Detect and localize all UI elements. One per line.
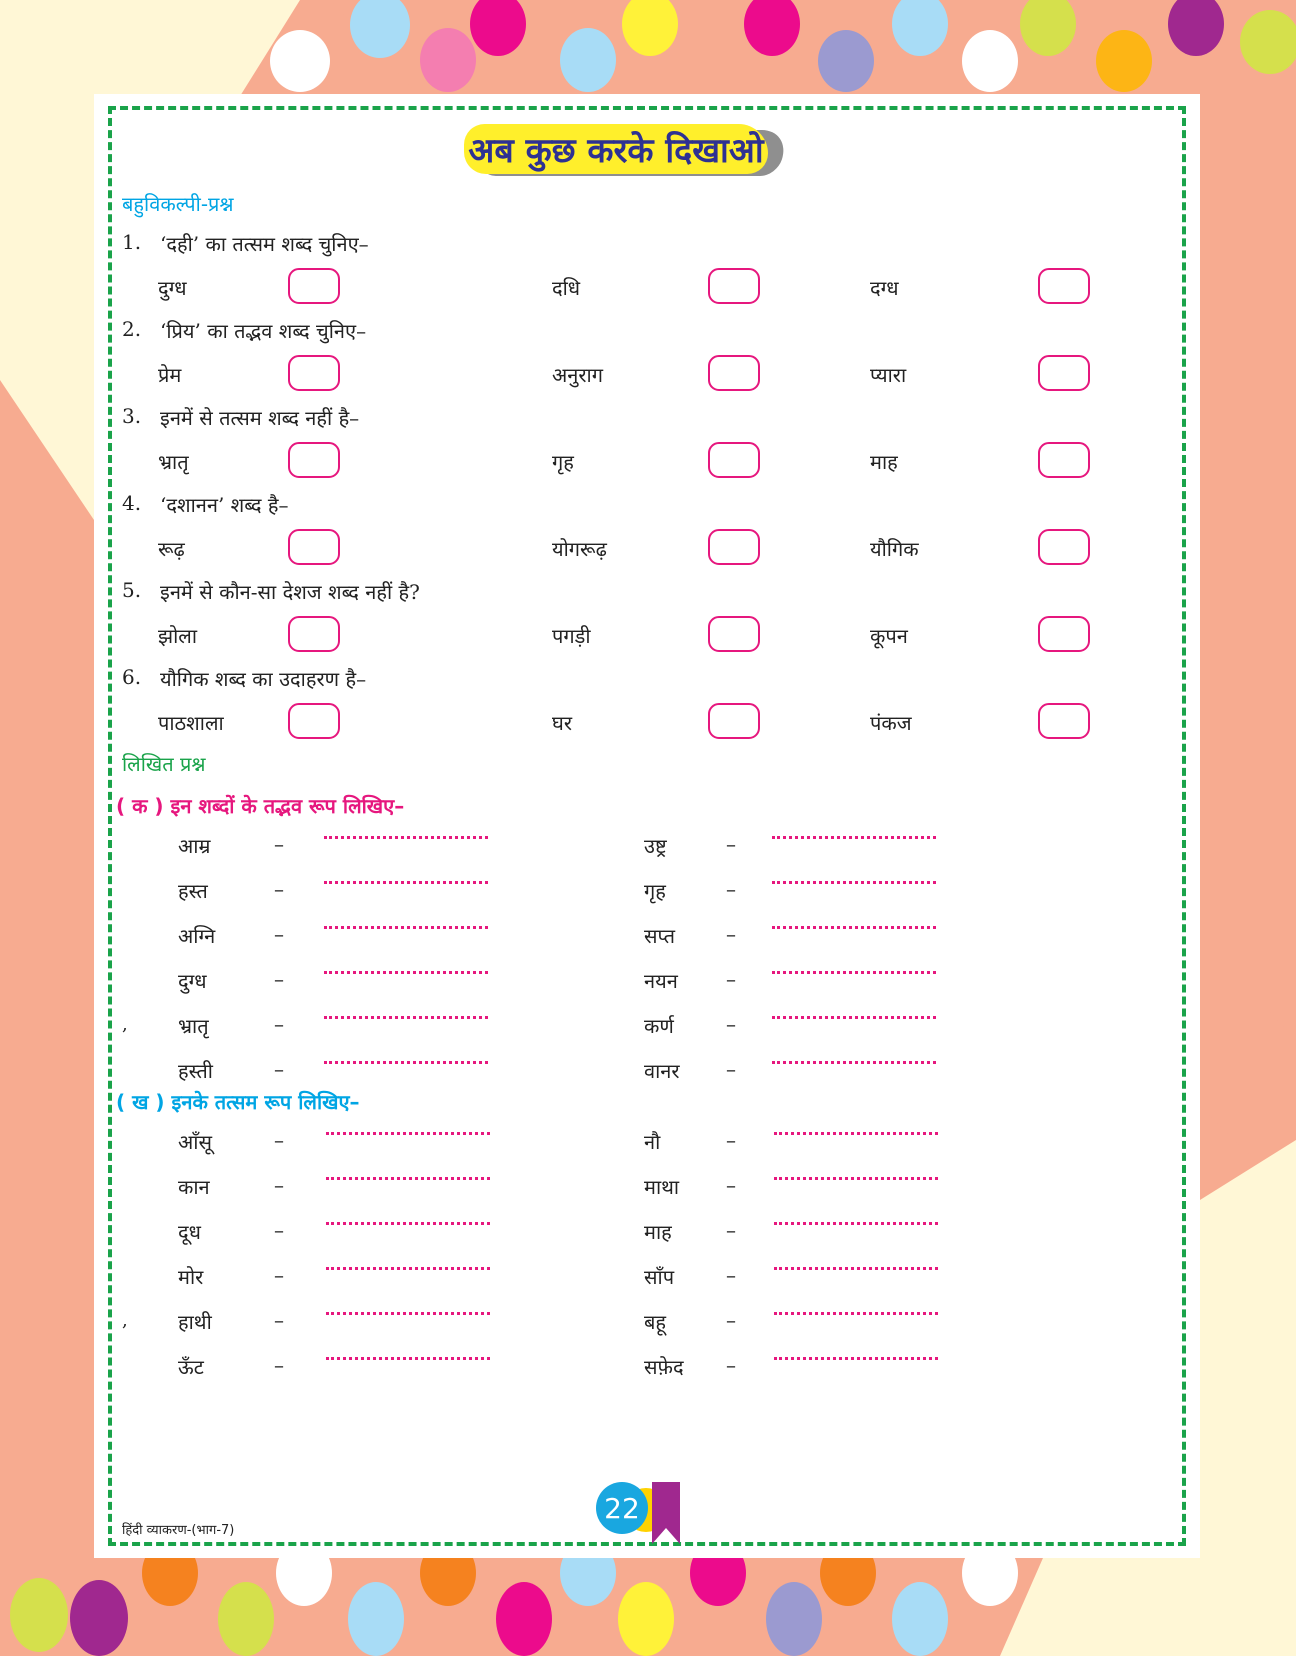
worksheet-page xyxy=(94,94,1200,1558)
answer-blank[interactable] xyxy=(326,1357,490,1360)
word-left: कान xyxy=(178,1175,210,1199)
option-label: योगरूढ़ xyxy=(552,537,607,561)
option-label: पंकज xyxy=(870,711,912,735)
answer-checkbox[interactable] xyxy=(708,355,760,391)
word-right: वानर xyxy=(644,1059,680,1083)
word-right: गृह xyxy=(644,879,666,903)
option-label: पगड़ी xyxy=(552,624,591,648)
dash-separator: – xyxy=(274,1012,284,1036)
question-text: ‘प्रिय’ का तद्भव शब्द चुनिए– xyxy=(160,319,367,343)
answer-blank[interactable] xyxy=(774,1222,938,1225)
answer-blank[interactable] xyxy=(326,1132,490,1135)
word-right: सप्त xyxy=(644,924,676,948)
dash-separator: – xyxy=(726,877,736,901)
answer-checkbox[interactable] xyxy=(1038,442,1090,478)
stray-mark: , xyxy=(122,1014,128,1035)
question-number: 4. xyxy=(122,491,142,515)
word-left: हस्ती xyxy=(178,1059,213,1083)
answer-checkbox[interactable] xyxy=(1038,529,1090,565)
answer-checkbox[interactable] xyxy=(1038,703,1090,739)
dash-separator: – xyxy=(726,1128,736,1152)
option-label: यौगिक xyxy=(870,537,919,561)
word-left: दूध xyxy=(178,1220,201,1244)
answer-blank[interactable] xyxy=(774,1132,938,1135)
answer-checkbox[interactable] xyxy=(288,442,340,478)
question-number: 3. xyxy=(122,404,142,428)
answer-checkbox[interactable] xyxy=(288,355,340,391)
dash-separator: – xyxy=(274,1308,284,1332)
answer-blank[interactable] xyxy=(326,1267,490,1270)
option-label: रूढ़ xyxy=(158,537,185,561)
word-left: मोर xyxy=(178,1265,204,1289)
book-title-footer: हिंदी व्याकरण-(भाग-7) xyxy=(122,1523,235,1538)
dash-separator: – xyxy=(726,1012,736,1036)
dash-separator: – xyxy=(726,1173,736,1197)
answer-blank[interactable] xyxy=(772,836,936,839)
answer-checkbox[interactable] xyxy=(1038,268,1090,304)
answer-blank[interactable] xyxy=(324,971,488,974)
word-left: आँसू xyxy=(178,1130,212,1154)
option-label: अनुराग xyxy=(552,363,603,387)
word-left: हस्त xyxy=(178,879,208,903)
word-right: उष्ट्र xyxy=(644,834,667,858)
mcq-question xyxy=(94,404,1094,434)
banner-body xyxy=(464,124,768,174)
question-text: यौगिक शब्द का उदाहरण है– xyxy=(160,667,367,691)
answer-checkbox[interactable] xyxy=(708,268,760,304)
answer-blank[interactable] xyxy=(324,881,488,884)
option-label: दुग्ध xyxy=(158,276,187,300)
mcq-question xyxy=(94,665,1094,695)
answer-blank[interactable] xyxy=(772,971,936,974)
word-right: बहू xyxy=(644,1310,667,1334)
option-label: कूपन xyxy=(870,624,908,648)
dash-separator: – xyxy=(274,877,284,901)
dash-separator: – xyxy=(274,1173,284,1197)
written-heading: लिखित प्रश्न xyxy=(122,752,206,776)
answer-blank[interactable] xyxy=(772,1016,936,1019)
dash-separator: – xyxy=(274,922,284,946)
answer-checkbox[interactable] xyxy=(708,616,760,652)
option-label: गृह xyxy=(552,450,574,474)
word-left: भ्रातृ xyxy=(178,1014,209,1038)
option-label: प्यारा xyxy=(870,363,907,387)
question-text: इनमें से कौन-सा देशज शब्द नहीं है? xyxy=(160,580,420,604)
answer-blank[interactable] xyxy=(772,926,936,929)
option-label: दग्ध xyxy=(870,276,899,300)
page-number: 22 xyxy=(596,1482,648,1534)
option-label: माह xyxy=(870,450,898,474)
answer-blank[interactable] xyxy=(774,1177,938,1180)
word-left: ऊँट xyxy=(178,1355,204,1379)
answer-checkbox[interactable] xyxy=(288,268,340,304)
question-text: इनमें से तत्सम शब्द नहीं है– xyxy=(160,406,360,430)
dash-separator: – xyxy=(274,1057,284,1081)
dash-separator: – xyxy=(726,1353,736,1377)
answer-blank[interactable] xyxy=(774,1312,938,1315)
answer-checkbox[interactable] xyxy=(288,529,340,565)
part-a-heading: ( क ) इन शब्दों के तद्भव रूप लिखिए– xyxy=(116,794,405,818)
dash-separator: – xyxy=(274,1128,284,1152)
answer-blank[interactable] xyxy=(772,1061,936,1064)
mcq-question xyxy=(94,578,1094,608)
answer-checkbox[interactable] xyxy=(288,616,340,652)
mcq-question xyxy=(94,317,1094,347)
dash-separator: – xyxy=(274,832,284,856)
answer-blank[interactable] xyxy=(324,1061,488,1064)
word-left: हाथी xyxy=(178,1310,212,1334)
word-left: अग्नि xyxy=(178,924,216,948)
answer-blank[interactable] xyxy=(324,836,488,839)
option-label: पाठशाला xyxy=(158,711,224,735)
answer-blank[interactable] xyxy=(774,1357,938,1360)
word-right: माह xyxy=(644,1220,672,1244)
mcq-question xyxy=(94,230,1094,260)
word-right: सफ़ेद xyxy=(644,1355,684,1379)
question-number: 1. xyxy=(122,230,142,254)
word-right: नौ xyxy=(644,1130,661,1154)
word-left: आम्र xyxy=(178,834,211,858)
dash-separator: – xyxy=(726,922,736,946)
question-number: 2. xyxy=(122,317,142,341)
part-b-heading: ( ख ) इनके तत्सम रूप लिखिए– xyxy=(116,1090,360,1114)
word-right: माथा xyxy=(644,1175,680,1199)
answer-checkbox[interactable] xyxy=(1038,616,1090,652)
answer-checkbox[interactable] xyxy=(708,442,760,478)
option-label: दधि xyxy=(552,276,581,300)
answer-blank[interactable] xyxy=(774,1267,938,1270)
mcq-question xyxy=(94,491,1094,521)
option-label: घर xyxy=(552,711,572,735)
option-label: प्रेम xyxy=(158,363,182,387)
question-text: ‘दशानन’ शब्द है– xyxy=(160,493,289,517)
question-number: 5. xyxy=(122,578,142,602)
dash-separator: – xyxy=(726,967,736,991)
question-text: ‘दही’ का तत्सम शब्द चुनिए– xyxy=(160,232,369,256)
page-title: अब कुछ करके दिखाओ xyxy=(468,131,764,171)
word-right: कर्ण xyxy=(644,1014,674,1038)
word-right: साँप xyxy=(644,1265,675,1289)
dash-separator: – xyxy=(726,1218,736,1242)
dash-separator: – xyxy=(726,1263,736,1287)
answer-blank[interactable] xyxy=(324,1016,488,1019)
dash-separator: – xyxy=(274,1263,284,1287)
answer-blank[interactable] xyxy=(326,1222,490,1225)
dash-separator: – xyxy=(726,832,736,856)
dash-separator: – xyxy=(274,1218,284,1242)
answer-checkbox[interactable] xyxy=(708,703,760,739)
option-label: भ्रातृ xyxy=(158,450,189,474)
title-banner xyxy=(464,124,784,178)
answer-checkbox[interactable] xyxy=(288,703,340,739)
answer-blank[interactable] xyxy=(326,1177,490,1180)
word-right: नयन xyxy=(644,969,678,993)
answer-checkbox[interactable] xyxy=(708,529,760,565)
answer-checkbox[interactable] xyxy=(1038,355,1090,391)
option-label: झोला xyxy=(158,624,198,648)
word-left: दुग्ध xyxy=(178,969,207,993)
dash-separator: – xyxy=(726,1308,736,1332)
ribbon-icon xyxy=(646,1482,686,1544)
answer-blank[interactable] xyxy=(326,1312,490,1315)
answer-blank[interactable] xyxy=(772,881,936,884)
dash-separator: – xyxy=(274,967,284,991)
answer-blank[interactable] xyxy=(324,926,488,929)
question-number: 6. xyxy=(122,665,142,689)
dash-separator: – xyxy=(274,1353,284,1377)
dash-separator: – xyxy=(726,1057,736,1081)
mcq-heading: बहुविकल्पी-प्रश्न xyxy=(122,192,234,216)
stray-mark: , xyxy=(122,1310,128,1331)
